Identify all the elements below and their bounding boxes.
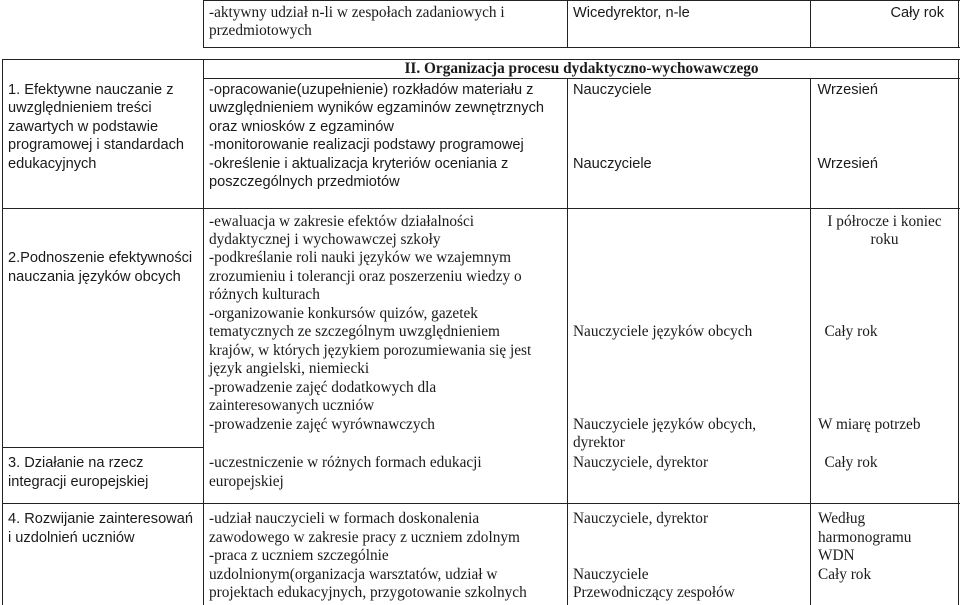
- goal1-task-line: -określenie i aktualizacja kryteriów oceniania z: [209, 156, 509, 172]
- goal1-line: uwzględnieniem treści: [8, 100, 152, 116]
- goal2-task-line: krajów, w których językiem porozumiewania się jest: [209, 342, 532, 359]
- goal4-term: harmonogramu: [818, 529, 912, 546]
- goal4-task-line: -praca z uczniem szczególnie: [209, 547, 389, 564]
- goal2-responsible: Nauczyciele języków obcych,: [573, 416, 757, 433]
- goal4-responsible: Przewodniczący zespołów: [573, 584, 735, 601]
- goal1-line: edukacyjnych: [8, 156, 97, 172]
- goal4-term: Według: [818, 510, 866, 527]
- goal3-term: Cały rok: [824, 454, 878, 471]
- goal4-task-line: projektach edukacyjnych, przygotowanie szkolnych: [209, 584, 527, 601]
- goal2-task-line: -prowadzenie zajęć wyrównawczych: [209, 416, 435, 433]
- goal4-task-line: uzdolnionym(organizacja warsztatów, udział w: [209, 566, 498, 583]
- table-gap: [0, 49, 960, 58]
- goal2-task-line: -podkreślanie roli nauki języków we wzajemnym: [209, 249, 512, 266]
- evaluation-line: -ewaluacja w zakresie efektów działalności: [209, 213, 475, 230]
- rule: [567, 0, 568, 48]
- goal1-responsible: Nauczyciele: [573, 82, 652, 98]
- rule: [958, 59, 959, 605]
- rule: [2, 208, 960, 209]
- rule: [2, 59, 3, 605]
- goal2-task-line: -organizowanie konkursów quizów, gazetek: [209, 305, 478, 322]
- rule: [958, 0, 959, 48]
- rule: [810, 0, 811, 48]
- goal3-task-line: europejskiej: [209, 473, 284, 490]
- section-title: II. Organizacja procesu dydaktyczno-wychowawczego: [404, 60, 759, 77]
- goal2-task-line: zainteresowanych uczniów: [209, 397, 375, 414]
- goal3-responsible: Nauczyciele, dyrektor: [573, 454, 709, 471]
- goal4-term: Cały rok: [818, 566, 872, 583]
- goal4-responsible: Nauczyciele: [573, 566, 649, 583]
- evaluation-line: dydaktycznej i wychowawczej szkoły: [209, 231, 441, 248]
- goal1-line: 1. Efektywne nauczanie z: [8, 82, 174, 98]
- rule: [203, 0, 204, 48]
- rule: [203, 0, 960, 1]
- goal3-line: 3. Działanie na rzecz: [8, 455, 144, 471]
- goal1-line: zawartych w podstawie: [8, 119, 159, 135]
- goal4-line: i uzdolnień uczniów: [8, 530, 135, 546]
- rule: [2, 503, 960, 504]
- goal2-responsible: Nauczyciele języków obcych: [573, 323, 753, 340]
- goal4-task-line: -udział nauczycieli w formach doskonalenia: [209, 510, 480, 527]
- goal1-task-line: poszczególnych przedmiotów: [209, 174, 400, 190]
- goal2-task-line: -prowadzenie zajęć dodatkowych dla: [209, 379, 437, 396]
- rule: [203, 59, 204, 605]
- goal1-task-line: uwzględnieniem wyników egzaminów zewnętrznych: [209, 100, 545, 116]
- row0-responsible: Wicedyrektor, n-le: [573, 5, 690, 21]
- goal4-task-line: zawodowego w zakresie pracy z uczniem zdolnym: [209, 529, 520, 546]
- row0-activity-line: -aktywny udział n-li w zespołach zadaniowych i: [209, 4, 505, 21]
- goal2-task-line: język angielski, niemiecki: [209, 360, 370, 377]
- rule: [203, 47, 960, 48]
- goal4-line: 4. Rozwijanie zainteresowań: [8, 511, 193, 527]
- goal1-term: Wrzesień: [817, 156, 878, 172]
- rule: [567, 78, 568, 605]
- goal1-term: Wrzesień: [817, 82, 878, 98]
- goal2-task-line: zrozumieniu i tolerancji oraz poszerzeniu wiedzy o: [209, 268, 522, 285]
- goal1-task-line: -opracowanie(uzupełnienie) rozkładów materiału z: [209, 82, 534, 98]
- goal2-line: nauczania języków obcych: [8, 269, 181, 285]
- row0-activity-line: przedmiotowych: [209, 22, 312, 39]
- goal1-line: programowej i standardach: [8, 137, 185, 153]
- goal2-task-line: tematycznych ze szczególnym uwzględnieniem: [209, 323, 500, 340]
- evaluation-term: I półrocze i koniec: [827, 213, 942, 230]
- row0-term: Cały rok: [890, 5, 944, 21]
- evaluation-term: roku: [870, 231, 899, 248]
- goal1-task-line: -monitorowanie realizacji podstawy programowej: [209, 137, 524, 153]
- rule: [2, 447, 203, 448]
- goal4-responsible: Nauczyciele, dyrektor: [573, 510, 709, 527]
- goal2-term: W miarę potrzeb: [818, 416, 921, 433]
- goal1-responsible: Nauczyciele: [573, 156, 652, 172]
- goal2-responsible: dyrektor: [573, 434, 625, 451]
- goal4-term: WDN: [818, 547, 855, 564]
- goal3-line: integracji europejskiej: [8, 474, 149, 490]
- goal2-line: 2.Podnoszenie efektywności: [8, 250, 193, 266]
- goal1-task-line: oraz wniosków z egzaminów: [209, 119, 394, 135]
- goal3-task-line: -uczestniczenie w różnych formach edukacji: [209, 454, 482, 471]
- goal2-term: Cały rok: [824, 323, 878, 340]
- goal2-task-line: różnych kulturach: [209, 286, 320, 303]
